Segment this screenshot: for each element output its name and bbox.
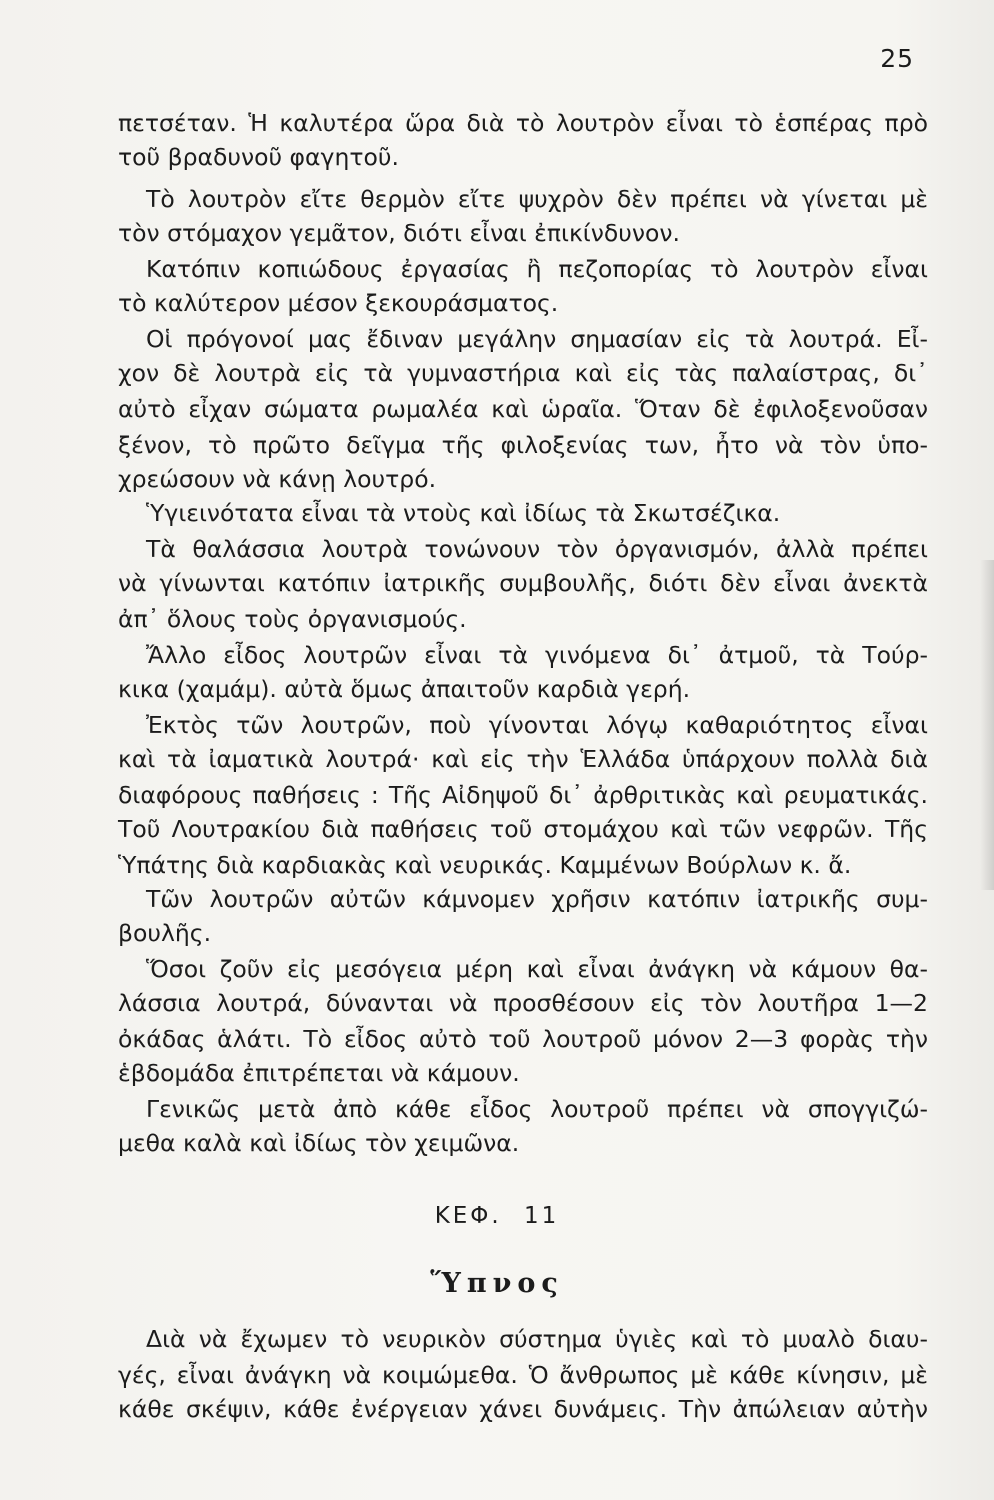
text-line: πετσέταν. Ἡ καλυτέρα ὥρα διὰ τὸ λουτρὸν εἶναι τὸ ἑσπέρας πρὸ bbox=[118, 109, 928, 137]
text-line: Οἱ πρόγονοί μας ἔδιναν μεγάλην σημασίαν εἰς τὰ λουτρά. Εἶ- bbox=[146, 325, 928, 353]
chapter-title: Ὕπνος bbox=[430, 1268, 564, 1299]
text-line: Τῶν λουτρῶν αὐτῶν κάμνομεν χρῆσιν κατόπιν ἰατρικῆς συμ- bbox=[146, 885, 928, 913]
chapter-prefix: ΚΕΦ. bbox=[434, 1203, 502, 1229]
text-line: Ἐκτὸς τῶν λουτρῶν, ποὺ γίνονται λόγῳ καθαριότητος εἶναι bbox=[146, 711, 928, 739]
text-line: Τὰ θαλάσσια λουτρὰ τονώνουν τὸν ὀργανισμόν, ἀλλὰ πρέπει bbox=[146, 535, 928, 563]
chapter-label bbox=[0, 1203, 994, 1229]
text-line: μεθα καλὰ καὶ ἰδίως τὸν χειμῶνα. bbox=[118, 1129, 520, 1157]
text-line: Τοῦ Λουτρακίου διὰ παθήσεις τοῦ στομάχου καὶ τῶν νεφρῶν. Τῆς bbox=[118, 815, 928, 843]
text-line: γές, εἶναι ἀνάγκη νὰ κοιμώμεθα. Ὁ ἄνθρωπος μὲ κάθε κίνησιν, μὲ bbox=[118, 1361, 928, 1389]
page-edge-shadow bbox=[980, 560, 994, 890]
text-line: διαφόρους παθήσεις : Τῆς Αἰδηψοῦ δι᾽ ἀρθριτικὰς καὶ ρευματικάς. bbox=[118, 781, 928, 809]
text-line: καὶ τὰ ἰαματικὰ λουτρά· καὶ εἰς τὴν Ἑλλάδα ὑπάρχουν πολλὰ διὰ bbox=[118, 745, 928, 773]
text-line: κάθε σκέψιν, κάθε ἐνέργειαν χάνει δυνάμεις. Τὴν ἀπώλειαν αὐτὴν bbox=[118, 1395, 928, 1423]
text-line: χον δὲ λουτρὰ εἰς τὰ γυμναστήρια καὶ εἰς τὰς παλαίστρας, δι᾽ bbox=[118, 359, 928, 387]
text-line: Ὑπάτης διὰ καρδιακὰς καὶ νευρικάς. Καμμένων Βούρλων κ. ἄ. bbox=[118, 851, 852, 879]
text-line: λάσσια λουτρά, δύνανται νὰ προσθέσουν εἰς τὸν λουτῆρα 1—2 bbox=[118, 989, 928, 1017]
text-line: τοῦ βραδυνοῦ φαγητοῦ. bbox=[118, 143, 399, 171]
text-line: Ἄλλο εἶδος λουτρῶν εἶναι τὰ γινόμενα δι᾽ ἀτμοῦ, τὰ Τούρ- bbox=[146, 641, 928, 669]
text-line: Ὑγιεινότατα εἶναι τὰ ντοὺς καὶ ἰδίως τὰ Σκωτσέζικα. bbox=[146, 499, 781, 527]
page-number: 25 bbox=[880, 44, 914, 73]
text-line: Κατόπιν κοπιώδους ἐργασίας ἢ πεζοπορίας τὸ λουτρὸν εἶναι bbox=[146, 255, 928, 283]
text-line: χρεώσουν νὰ κάνῃ λουτρό. bbox=[118, 465, 437, 493]
text-line: ἑβδομάδα ἐπιτρέπεται νὰ κάμουν. bbox=[118, 1059, 520, 1087]
text-line: τὸν στόμαχον γεμᾶτον, διότι εἶναι ἐπικίνδυνον. bbox=[118, 219, 680, 247]
text-line: κικα (χαμάμ). αὐτὰ ὅμως ἀπαιτοῦν καρδιὰ γερή. bbox=[118, 675, 691, 703]
text-line: Διὰ νὰ ἔχωμεν τὸ νευρικὸν σύστημα ὑγιὲς καὶ τὸ μυαλὸ διαυ- bbox=[146, 1325, 928, 1353]
text-line: ὀκάδας ἁλάτι. Τὸ εἶδος αὐτὸ τοῦ λουτροῦ μόνον 2—3 φορὰς τὴν bbox=[118, 1025, 928, 1053]
text-line: τὸ καλύτερον μέσον ξεκουράσματος. bbox=[118, 289, 559, 317]
text-line: Ὅσοι ζοῦν εἰς μεσόγεια μέρη καὶ εἶναι ἀνάγκη νὰ κάμουν θα- bbox=[146, 955, 928, 983]
text-line: Γενικῶς μετὰ ἀπὸ κάθε εἶδος λουτροῦ πρέπει νὰ σπογγιζώ- bbox=[146, 1095, 928, 1123]
text-line: ξένον, τὸ πρῶτο δεῖγμα τῆς φιλοξενίας των, ἦτο νὰ τὸν ὑπο- bbox=[118, 431, 928, 459]
text-line: βουλῆς. bbox=[118, 919, 212, 947]
chapter-number: 11 bbox=[524, 1203, 560, 1229]
text-line: νὰ γίνωνται κατόπιν ἰατρικῆς συμβουλῆς, διότι δὲν εἶναι ἀνεκτὰ bbox=[118, 569, 928, 597]
text-line: Τὸ λουτρὸν εἴτε θερμὸν εἴτε ψυχρὸν δὲν πρέπει νὰ γίνεται μὲ bbox=[146, 185, 928, 213]
text-line: αὐτὸ εἶχαν σώματα ρωμαλέα καὶ ὡραῖα. Ὅταν δὲ ἐφιλοξενοῦσαν bbox=[118, 395, 928, 423]
text-line: ἀπ᾽ ὅλους τοὺς ὀργανισμούς. bbox=[118, 605, 467, 633]
